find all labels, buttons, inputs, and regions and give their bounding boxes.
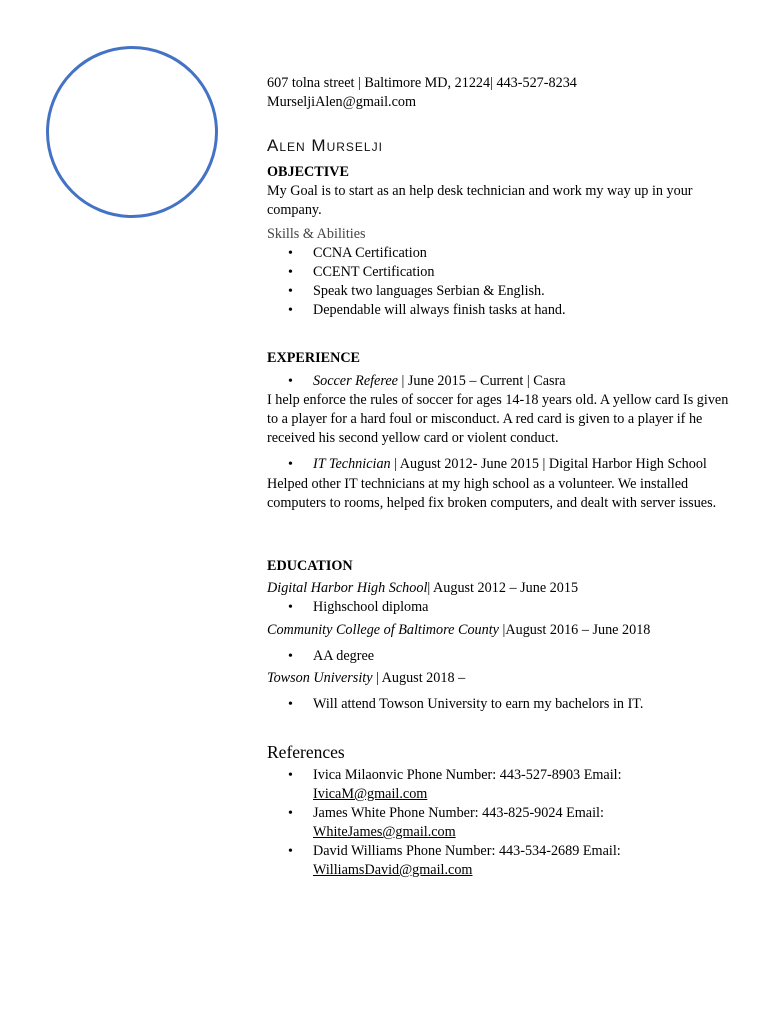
contact-email: MurseljiAlen@gmail.com: [267, 94, 417, 110]
school-dates: | August 2018 –: [372, 670, 466, 686]
reference-item: [267, 842, 737, 880]
school-line: [267, 669, 737, 688]
school-items: [267, 647, 737, 666]
job-description: Helped other IT technicians at my high school as a volunteer. We installed computers to rooms, helped fix broken computers, and dealt with server issues.: [267, 476, 717, 511]
school-item: • Highschool diploma: [267, 598, 737, 617]
skill-item: • Dependable will always finish tasks at hand.: [267, 301, 737, 320]
school-name: Community College of Baltimore County: [267, 622, 503, 638]
skills-list: [267, 244, 737, 320]
job-list: [267, 455, 737, 474]
skills-heading: Skills & Abilities: [267, 226, 366, 242]
job-description: I help enforce the rules of soccer for ages 14-18 years old. A yellow card Is given to a player for a hard foul or misconduct. A red card is given to a player if he received his second yellow card or violent conduct.: [267, 392, 729, 446]
job-list: [267, 372, 737, 391]
objective-text: My Goal is to start as an help desk technician and work my way up in your company.: [267, 183, 693, 218]
resume-name: Alen Murselji: [267, 136, 383, 155]
experience-section: [267, 349, 737, 513]
reference-email-link[interactable]: IvicaM@gmail.com: [313, 786, 428, 802]
school-items: [267, 695, 737, 714]
reference-text: James White Phone Number: 443-825-9024 Email:: [313, 805, 604, 821]
school-line: [267, 579, 737, 598]
school-item: • Will attend Towson University to earn my bachelors in IT.: [267, 695, 737, 714]
contact-block: [267, 74, 737, 112]
job-entry: [267, 455, 737, 474]
school-items: [267, 598, 737, 617]
objective-heading: OBJECTIVE: [267, 164, 349, 180]
school-dates: |August 2016 – June 2018: [502, 622, 651, 638]
contact-address: 607 tolna street | Baltimore MD, 21224| 443-527-8234: [267, 75, 577, 91]
references-section: [267, 741, 737, 880]
skill-item: • CCENT Certification: [267, 263, 737, 282]
job-details: | August 2012- June 2015 | Digital Harbor High School: [390, 456, 707, 472]
skill-item: • Speak two languages Serbian & English.: [267, 282, 737, 301]
job-details: | June 2015 – Current | Casra: [397, 373, 566, 389]
reference-email-link[interactable]: WilliamsDavid@gmail.com: [313, 862, 473, 878]
education-heading: EDUCATION: [267, 558, 353, 574]
experience-heading: EXPERIENCE: [267, 350, 361, 366]
school-dates: | August 2012 – June 2015: [427, 580, 579, 596]
school-item: • AA degree: [267, 647, 737, 666]
reference-email-link[interactable]: WhiteJames@gmail.com: [313, 824, 456, 840]
references-list: [267, 766, 737, 880]
reference-item: [267, 804, 737, 842]
references-heading: References: [267, 742, 345, 762]
photo-placeholder-circle: [46, 46, 218, 218]
job-title: IT Technician: [313, 456, 391, 472]
skill-item: • CCNA Certification: [267, 244, 737, 263]
objective-section: [267, 163, 737, 320]
reference-item: [267, 766, 737, 804]
job-entry: [267, 372, 737, 391]
reference-text: Ivica Milaonvic Phone Number: 443-527-8903 Email:: [313, 767, 622, 783]
school-name: Towson University: [267, 670, 373, 686]
job-title: Soccer Referee: [313, 373, 398, 389]
school-line: [267, 621, 737, 640]
reference-text: David Williams Phone Number: 443-534-2689 Email:: [313, 843, 621, 859]
education-section: [267, 557, 737, 714]
school-name: Digital Harbor High School: [267, 580, 428, 596]
